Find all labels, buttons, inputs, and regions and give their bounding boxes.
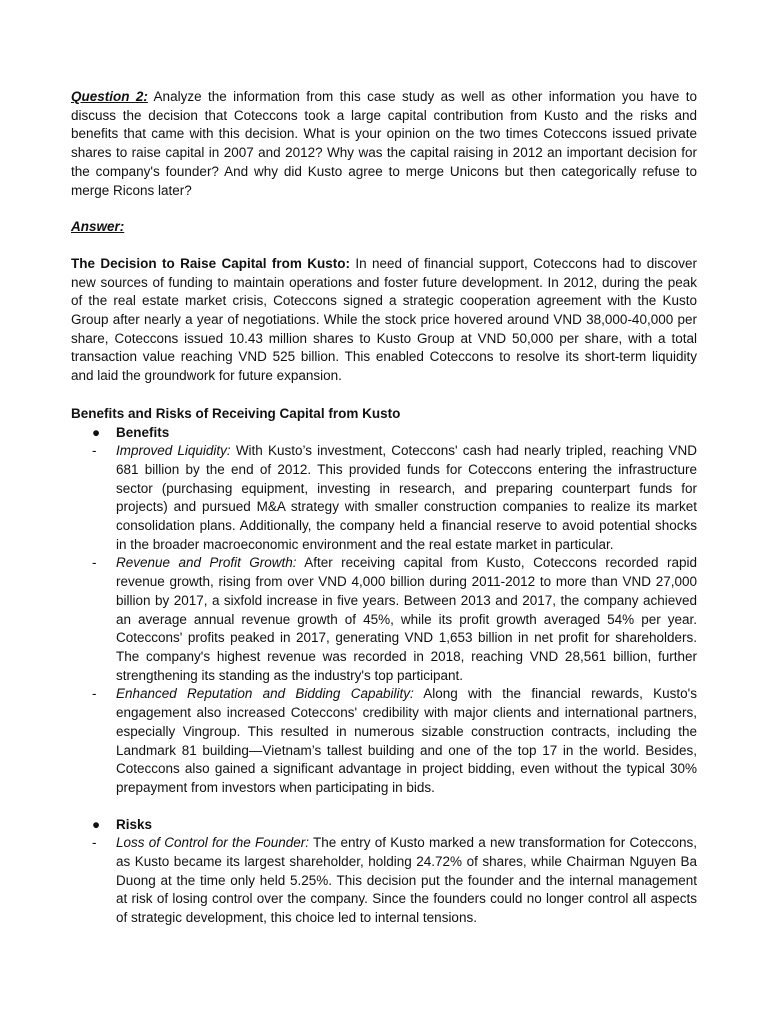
question-paragraph (71, 88, 697, 200)
item-text: The entry of Kusto marked a new transformation for Coteccons, as Kusto became its largest shareholder, holding 24.72% of shares, while Chairman Nguyen Ba Duong at the time only held 5.25%. This decision put the founder and the internal management at risk of losing control over the company. Since the founders could no longer control all aspects of strategic development, this choice led to internal tensions. (116, 835, 697, 926)
question-label: Question 2: (71, 89, 148, 104)
benefits-title: Benefits (116, 424, 170, 440)
decision-lead: The Decision to Raise Capital from Kusto: (71, 255, 350, 271)
dash-marker: - (92, 443, 97, 459)
benefits-bullet (71, 424, 697, 443)
answer-paragraph (71, 218, 697, 237)
bullet-icon: ● (92, 424, 101, 440)
list-item (71, 685, 697, 797)
risks-bullet (71, 816, 697, 835)
dash-marker: - (92, 555, 97, 571)
item-text: After receiving capital from Kusto, Coteccons recorded rapid revenue growth, rising from over VND 4,000 billion during 2011-2012 to more than VND 27,000 billion by 2017, a sixfold increase in five years. Between 2013 and 2017, the company achieved an average annual revenue growth of 45%, while its profit growth averaged 54% per year. Coteccons' profits peaked in 2017, generating VND 1,653 billion in net profit for shareholders. The company's highest revenue was recorded in 2018, reaching VND 28,561 billion, further strengthening its standing as the industry's top participant. (116, 555, 697, 683)
risks-title: Risks (116, 816, 153, 832)
item-text: With Kusto’s investment, Coteccons' cash had nearly tripled, reaching VND 681 billion by the end of 2012. This provided funds for Coteccons entering the infrastructure sector (purchasing equipment, investing in research, and preparing counterpart funds for projects) and pursued M&A strategy with smaller construction companies to realize its market consolidation plans. Additionally, the company held a financial reserve to avoid potential shocks in the broader macroeconomic environment and the real estate market in particular. (116, 443, 697, 552)
list-item (71, 442, 697, 554)
list-item (71, 554, 697, 685)
list-item (71, 834, 697, 928)
document-page (71, 88, 697, 928)
item-title: Loss of Control for the Founder: (116, 835, 310, 851)
item-title: Improved Liquidity: (116, 443, 231, 459)
item-title: Revenue and Profit Growth: (116, 555, 297, 571)
dash-marker: - (92, 835, 97, 851)
section-heading: Benefits and Risks of Receiving Capital from Kusto (71, 405, 401, 421)
decision-paragraph (71, 255, 697, 386)
item-text: Along with the financial rewards, Kusto's engagement also increased Coteccons' credibility with major clients and international partners, especially Vingroup. This resulted in numerous sizable construction contracts, including the Landmark 81 building—Vietnam’s tallest building and one of the top 17 in the world. Besides, Coteccons also gained a significant advantage in project bidding, even without the typical 30% prepayment from investors when participating in bids. (116, 686, 697, 795)
question-text: Analyze the information from this case study as well as other information you have to discuss the decision that Coteccons took a large capital contribution from Kusto and the risks and benefits that came with this decision. What is your opinion on the two times Coteccons issued private shares to raise capital in 2007 and 2012? Why was the capital raising in 2012 an important decision for the company's founder? And why did Kusto agree to merge Unicons but then categorically refuse to merge Ricons later? (71, 89, 697, 198)
dash-marker: - (92, 686, 97, 702)
decision-text: In need of financial support, Coteccons had to discover new sources of funding to maintain operations and foster future development. In 2012, during the peak of the real estate market crisis, Coteccons signed a strategic cooperation agreement with the Kusto Group after nearly a year of negotiations. While the stock price hovered around VND 38,000-40,000 per share, Coteccons issued 10.43 million shares to Kusto Group at VND 50,000 per share, with a total transaction value reaching VND 525 billion. This enabled Coteccons to resolve its short-term liquidity and laid the groundwork for future expansion. (71, 255, 698, 384)
item-title: Enhanced Reputation and Bidding Capability: (116, 686, 414, 702)
bullet-icon: ● (92, 816, 101, 832)
answer-label: Answer: (71, 219, 125, 235)
